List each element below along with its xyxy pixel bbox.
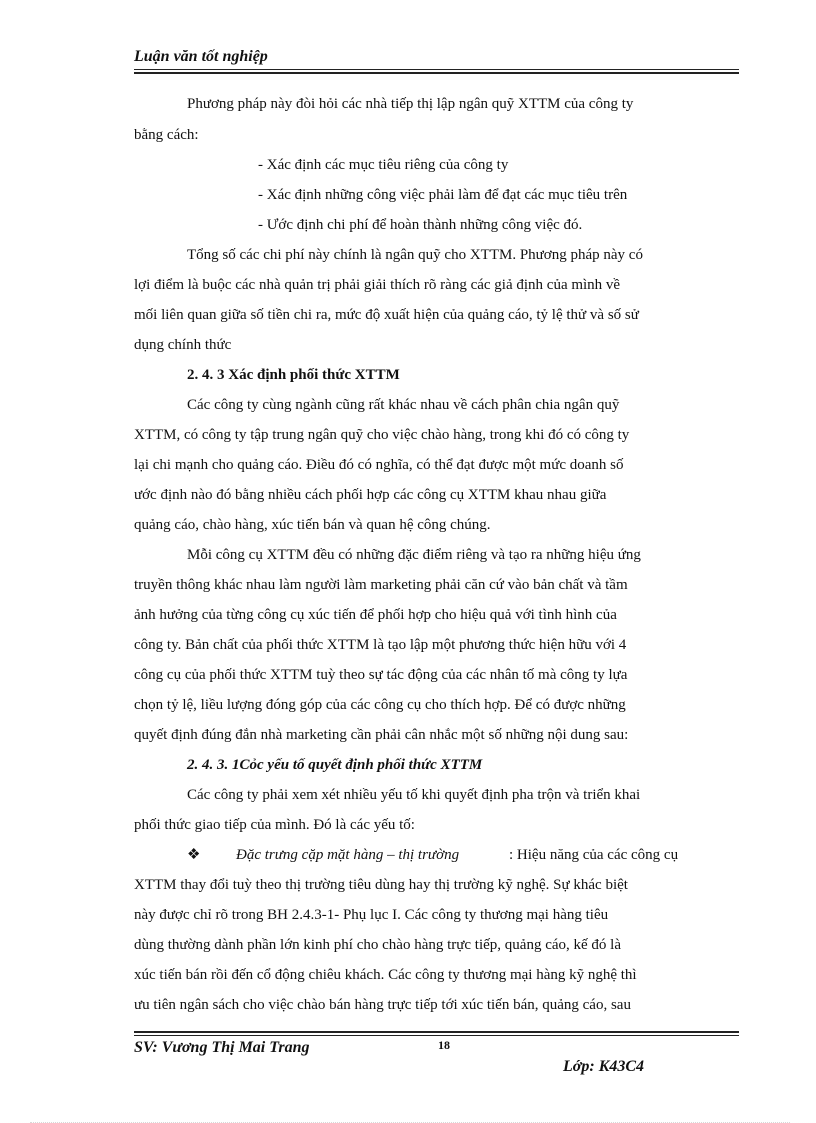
text-line: phối thức giao tiếp của mình. Đó là các yếu tố: xyxy=(134,817,415,833)
text-line: Phương pháp này đòi hỏi các nhà tiếp thị lập ngân quỹ XTTM của công ty xyxy=(187,96,634,112)
text-line: quảng cáo, chào hàng, xúc tiến bán và quan hệ công chúng. xyxy=(134,517,491,533)
text-line: này được chỉ rõ trong BH 2.4.3-1- Phụ lục I. Các công ty thương mại hàng tiêu xyxy=(134,907,609,923)
text-line: Các công ty phải xem xét nhiều yếu tố khi quyết định pha trộn và triển khai xyxy=(187,787,641,803)
text-line: Các công ty cùng ngành cũng rất khác nhau về cách phân chia ngân quỹ xyxy=(187,397,620,413)
text-line: ước định nào đó bằng nhiều cách phối hợp các công cụ XTTM khau nhau giữa xyxy=(134,487,607,503)
text-line: XTTM thay đổi tuỳ theo thị trường tiêu dùng hay thị trường kỹ nghệ. Sự khác biệt xyxy=(134,877,628,893)
text-line: dụng chính thức xyxy=(134,337,232,353)
text-line: Mỗi công cụ XTTM đều có những đặc điểm riêng và tạo ra những hiệu ứng xyxy=(187,547,641,563)
text-line: dùng thường dành phần lớn kinh phí cho chào hàng trực tiếp, quảng cáo, kế đó là xyxy=(134,937,622,953)
text-line: truyền thông khác nhau làm người làm marketing phải căn cứ vào bản chất và tầm xyxy=(134,577,628,593)
footer-class-label: Lớp: K43C4 xyxy=(563,1058,645,1075)
text-line: mối liên quan giữa số tiền chi ra, mức độ xuất hiện của quảng cáo, tỷ lệ thử và số sử xyxy=(134,307,639,323)
text-line: ưu tiên ngân sách cho việc chào bán hàng trực tiếp tới xúc tiến bán, quảng cáo, sau xyxy=(134,997,631,1013)
text-line: công cụ của phối thức XTTM tuỳ theo sự tác động của các nhân tố mà công ty lựa xyxy=(134,667,628,683)
bullet-item: - Xác định các mục tiêu riêng của công ty xyxy=(258,157,509,173)
text-line: công ty. Bản chất của phối thức XTTM là tạo lập một phương thức hiện hữu với 4 xyxy=(134,637,627,653)
text-line: lợi điểm là buộc các nhà quản trị phải giải thích rõ ràng các giả định của mình về xyxy=(134,277,621,293)
text-line: : Hiệu năng của các công cụ xyxy=(509,847,679,863)
italic-term: Đặc trưng cặp mặt hàng – thị trường xyxy=(236,847,460,863)
text-line: chọn tỷ lệ, liều lượng đóng góp của các công cụ cho thích hợp. Để có được những xyxy=(134,697,626,713)
page-number: 18 xyxy=(438,1038,450,1052)
bullet-item: - Ước định chi phí để hoàn thành những công việc đó. xyxy=(258,217,583,233)
footer-student-name: SV: Vương Thị Mai Trang xyxy=(134,1039,310,1056)
subsection-heading: 2. 4. 3. 1Cỏc yếu tố quyết định phối thức XTTM xyxy=(187,757,483,773)
text-line: bằng cách: xyxy=(134,127,199,143)
text-line: xúc tiến bán rồi đến cổ động chiêu khách. Các công ty thương mại hàng kỹ nghệ thì xyxy=(134,967,637,983)
text-line: Tổng số các chi phí này chính là ngân quỹ cho XTTM. Phương pháp này có xyxy=(187,247,643,263)
header-rule-bottom xyxy=(134,72,739,74)
footer-rule-bottom xyxy=(134,1035,739,1036)
header-title: Luận văn tốt nghiệp xyxy=(134,48,268,65)
text-line: XTTM, có công ty tập trung ngân quỹ cho việc chào hàng, trong khi đó có công ty xyxy=(134,427,630,443)
text-line: lại chi mạnh cho quảng cáo. Điều đó có nghĩa, có thể đạt được một mức doanh số xyxy=(134,457,624,473)
header-rule-top xyxy=(134,69,739,70)
text-line: quyết định đúng đắn nhà marketing cần phải cân nhắc một số những nội dung sau: xyxy=(134,727,629,743)
footer-rule-top xyxy=(134,1031,739,1033)
text-line: ảnh hưởng của từng công cụ xúc tiến để phối hợp cho hiệu quả với tình hình của xyxy=(134,607,617,623)
diamond-bullet-icon: ❖ xyxy=(187,847,201,863)
section-heading: 2. 4. 3 Xác định phối thức XTTM xyxy=(187,367,400,383)
bullet-item: - Xác định những công việc phải làm để đạt các mục tiêu trên xyxy=(258,187,628,203)
